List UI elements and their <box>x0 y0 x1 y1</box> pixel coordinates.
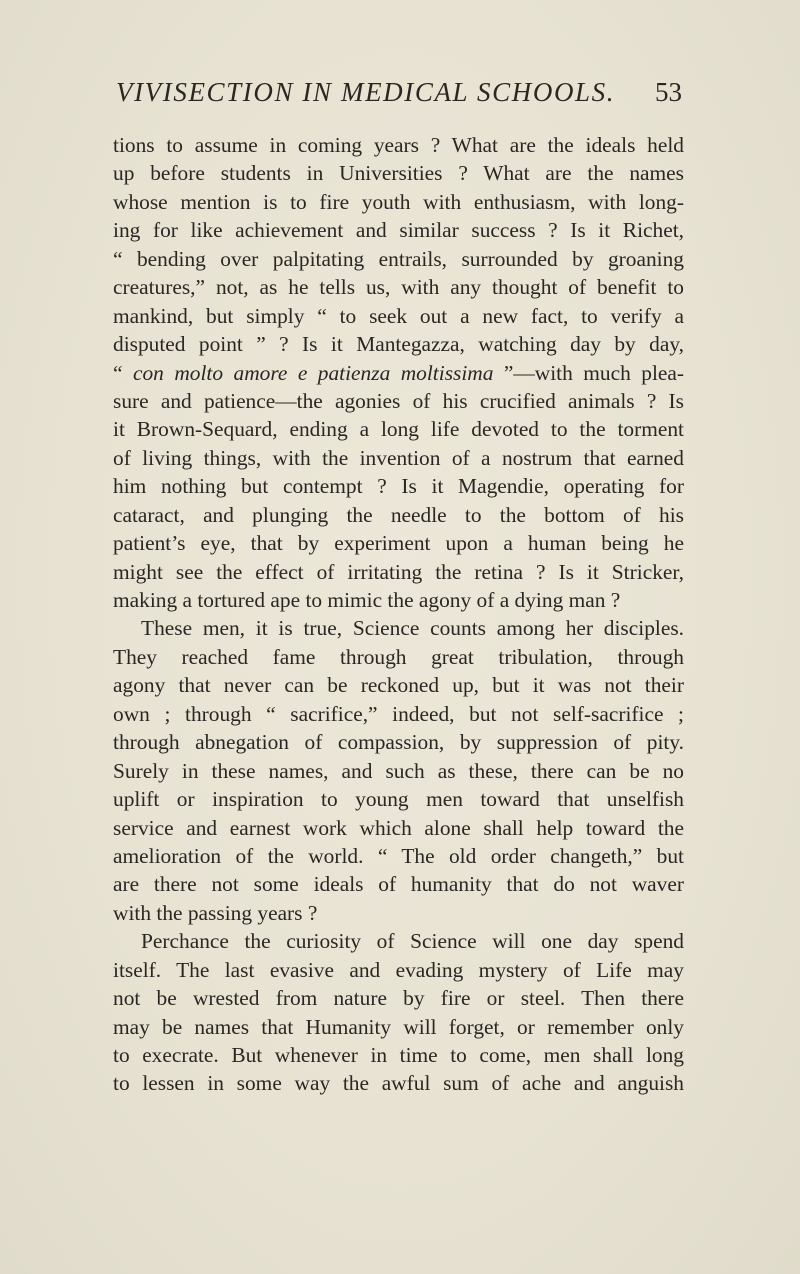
text-line: disputed point ” ? Is it Mantegazza, watching day by day, <box>113 332 684 357</box>
text-line: own ; through “ sacrifice,” indeed, but not self-sacrifice ; <box>113 701 684 726</box>
body-text <box>113 131 684 1098</box>
text-line: ing for like achievement and similar success ? Is it Richet, <box>113 218 684 243</box>
text-line: to lessen in some way the awful sum of ache and anguish <box>113 1071 684 1096</box>
text-line-paragraph-start: Perchance the curiosity of Science will one day spend <box>141 929 684 954</box>
text-line: creatures,” not, as he tells us, with any thought of benefit to <box>113 275 684 300</box>
text-line: through abnegation of compassion, by suppression of pity. <box>113 730 684 755</box>
text-line: to execrate. But whenever in time to come, men shall long <box>113 1043 684 1067</box>
text-line: amelioration of the world. “ The old order changeth,” but <box>113 843 684 868</box>
text-line: itself. The last evasive and evading mystery of Life may <box>113 957 684 982</box>
text-line: up before students in Universities ? What are the names <box>113 161 684 186</box>
page-number: 53 <box>655 77 682 107</box>
text-line: of living things, with the invention of a nostrum that earned <box>113 445 684 470</box>
text-line: service and earnest work which alone shall help toward the <box>113 815 684 840</box>
text-line: Surely in these names, and such as these, there can be no <box>113 758 684 783</box>
running-title: VIVISECTION IN MEDICAL SCHOOLS. <box>116 77 616 107</box>
text-line: tions to assume in coming years ? What are the ideals held <box>113 133 684 157</box>
quote-open: “ <box>113 360 133 385</box>
text-line: uplift or inspiration to young men toward that unselfish <box>113 787 684 812</box>
text-line: making a tortured ape to mimic the agony of a dying man ? <box>113 588 621 612</box>
text-line: may be names that Humanity will forget, or remember only <box>113 1014 684 1039</box>
text-line: mankind, but simply “ to seek out a new fact, to verify a <box>113 303 684 328</box>
text-line: are there not some ideals of humanity that do not waver <box>113 872 684 897</box>
text-line: agony that never can be reckoned up, but it was not their <box>113 673 684 698</box>
text-line: “ bending over palpitating entrails, surrounded by groaning <box>113 246 684 271</box>
text-line: They reached fame through great tribulation, through <box>113 644 684 669</box>
text-line-paragraph-start: These men, it is true, Science counts among her disciples. <box>141 616 684 641</box>
text-line: whose mention is to fire youth with enthusiasm, with long- <box>113 189 684 214</box>
text-line: it Brown-Sequard, ending a long life devoted to the torment <box>113 417 684 442</box>
text-line: with the passing years ? <box>113 900 318 925</box>
quote-continuation: ”—with much plea- <box>493 360 685 385</box>
text-line: not be wrested from nature by fire or steel. Then there <box>113 986 684 1011</box>
text-line-italic-quote <box>113 359 684 387</box>
running-head <box>116 74 682 114</box>
text-line: sure and patience—the agonies of his crucified animals ? Is <box>113 388 684 413</box>
text-line: cataract, and plunging the needle to the bottom of his <box>113 502 684 527</box>
text-line: him nothing but contempt ? Is it Magendie, operating for <box>113 474 684 499</box>
italian-quotation: con molto amore e patienza moltissima <box>132 360 494 385</box>
text-line: might see the effect of irritating the retina ? Is it Stricker, <box>113 559 684 584</box>
text-line: patient’s eye, that by experiment upon a human being he <box>113 531 684 556</box>
